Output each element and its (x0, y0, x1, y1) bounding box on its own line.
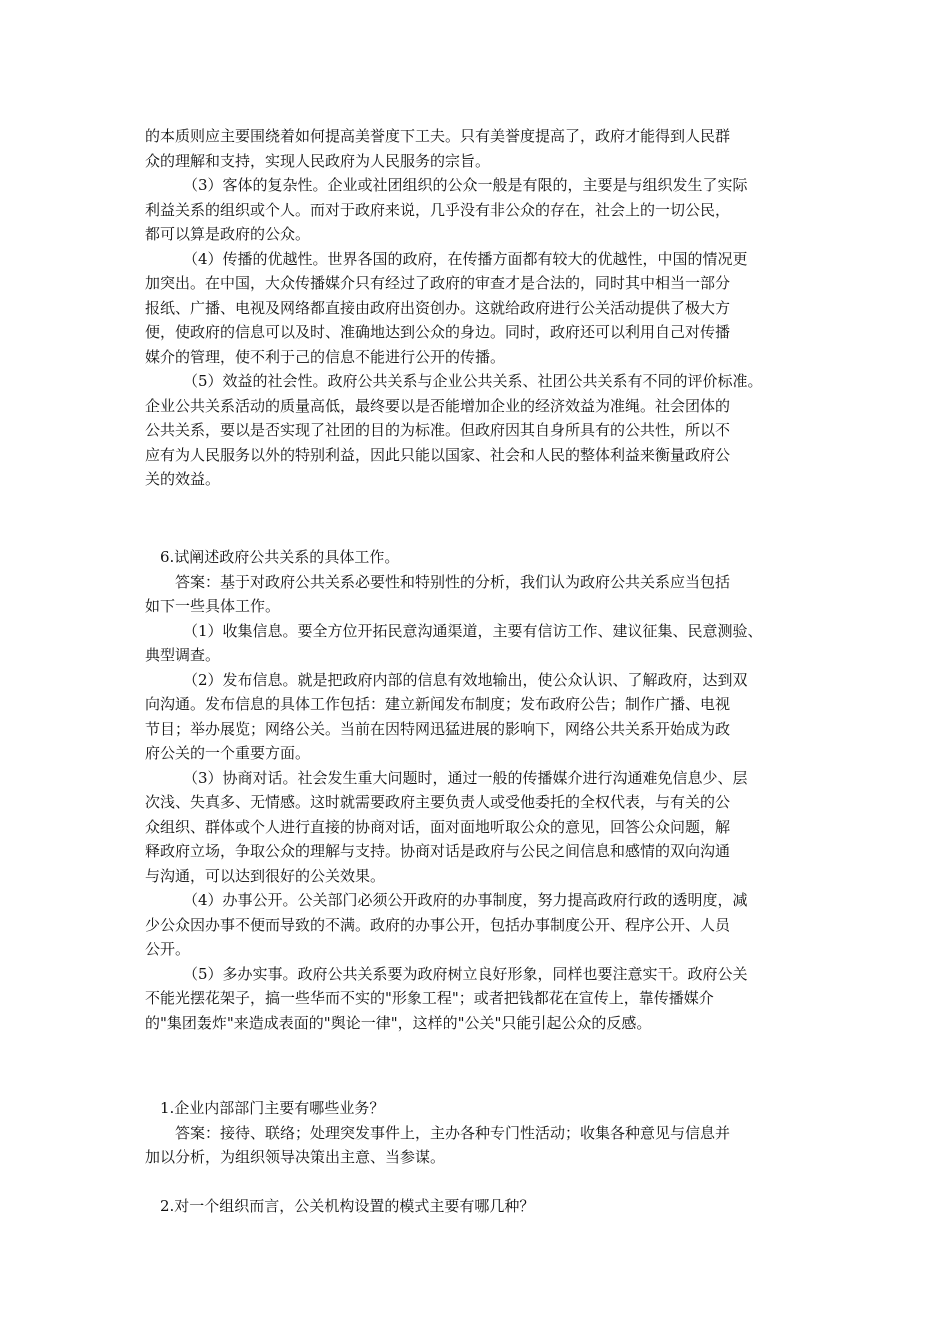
section-characteristics (145, 124, 813, 492)
section-question-1 (145, 1096, 813, 1170)
answer-line: 答案：接待、联络；处理突发事件上，主办各种专门性活动；收集各种意见与信息并 (175, 1123, 731, 1142)
paragraph-line: 关的效益。 (145, 470, 221, 488)
question-heading: 2.对一个组织而言，公关机构设置的模式主要有哪几种？ (160, 1197, 535, 1215)
paragraph-line: （2）发布信息。就是把政府内部的信息有效地输出，使公众认识、了解政府，达到双 (183, 670, 748, 689)
paragraph-line: 的本质则应主要围绕着如何提高美誉度下工夫。只有美誉度提高了，政府才能得到人民群 (145, 127, 731, 145)
paragraph-line: 便，使政府的信息可以及时、准确地达到公众的身边。同时，政府还可以利用自己对传播 (145, 323, 731, 341)
paragraph-line: （4）办事公开。公关部门必须公开政府的办事制度，努力提高政府行政的透明度，减 (183, 891, 748, 909)
paragraph-line: 众组织、群体或个人进行直接的协商对话，面对面地听取公众的意见，回答公众问题，解 (145, 817, 731, 836)
paragraph-line: 众的理解和支持，实现人民政府为人民服务的宗旨。 (145, 151, 491, 170)
question-heading: 1.企业内部部门主要有哪些业务？ (160, 1099, 385, 1117)
paragraph-line: 次浅、失真多、无情感。这时就需要政府主要负责人或受他委托的全权代表，与有关的公 (145, 793, 731, 811)
answer-line: 答案：基于对政府公共关系必要性和特别性的分析，我们认为政府公共关系应当包括 (175, 572, 731, 591)
paragraph-line: 公开。 (145, 940, 191, 958)
answer-line: 如下一些具体工作。 (145, 597, 281, 615)
paragraph-line: 府公关的一个重要方面。 (145, 744, 311, 762)
paragraph-line: 少公众因办事不便而导致的不满。政府的办事公开，包括办事制度公开、程序公开、人员 (145, 915, 731, 934)
paragraph-line: 与沟通，可以达到很好的公关效果。 (145, 866, 386, 885)
paragraph-line: 企业公共关系活动的质量高低，最终要以是否能增加企业的经济效益为准绳。社会团体的 (145, 396, 731, 415)
paragraph-line: 加突出。在中国，大众传播媒介只有经过了政府的审查才是合法的，同时其中相当一部分 (145, 274, 731, 292)
paragraph-line: （5）多办实事。政府公共关系要为政府树立良好形象，同样也要注意实干。政府公关 (183, 964, 748, 983)
paragraph-line: 向沟通。发布信息的具体工作包括：建立新闻发布制度；发布政府公告；制作广播、电视 (145, 695, 731, 713)
paragraph-line: （3）协商对话。社会发生重大问题时，通过一般的传播媒介进行沟通难免信息少、层 (183, 768, 748, 787)
paragraph-line: 利益关系的组织或个人。而对于政府来说，几乎没有非公众的存在，社会上的一切公民， (145, 200, 731, 219)
paragraph-line: （3）客体的复杂性。企业或社团组织的公众一般是有限的，主要是与组织发生了实际 (183, 176, 748, 194)
paragraph-line: 节目；举办展览；网络公关。当前在因特网迅猛进展的影响下，网络公共关系开始成为政 (145, 719, 731, 738)
paragraph-line: （4）传播的优越性。世界各国的政府，在传播方面都有较大的优越性，中国的情况更 (183, 249, 748, 268)
paragraph-line: 报纸、广播、电视及网络都直接由政府出资创办。这就给政府进行公关活动提供了极大方 (145, 298, 731, 317)
section-question-2 (145, 1194, 813, 1219)
paragraph-line: 公共关系，要以是否实现了社团的目的为标准。但政府因其自身所具有的公共性，所以不 (145, 421, 731, 439)
paragraph-line: （5）效益的社会性。政府公共关系与企业公共关系、社团公共关系有不同的评价标准。 (183, 372, 763, 390)
paragraph-line: 典型调查。 (145, 646, 221, 664)
section-question-6 (145, 545, 813, 1035)
paragraph-line: 媒介的管理，使不利于己的信息不能进行公开的传播。 (145, 347, 506, 366)
paragraph-line: 应有为人民服务以外的特别利益，因此只能以国家、社会和人民的整体利益来衡量政府公 (145, 445, 731, 464)
answer-line: 加以分析，为组织领导决策出主意、当参谋。 (145, 1148, 446, 1166)
paragraph-line: 不能光摆花架子，搞一些华而不实的"形象工程"；或者把钱都花在宣传上，靠传播媒介 (145, 989, 714, 1007)
paragraph-line: 释政府立场，争取公众的理解与支持。协商对话是政府与公民之间信息和感情的双向沟通 (145, 842, 731, 860)
question-heading: 6.试阐述政府公共关系的具体工作。 (160, 548, 400, 566)
paragraph-line: 都可以算是政府的公众。 (145, 225, 311, 243)
paragraph-line: （1）收集信息。要全方位开拓民意沟通渠道，主要有信访工作、建议征集、民意测验、 (183, 621, 763, 640)
paragraph-line: 的"集团轰炸"来造成表面的"舆论一律"，这样的"公关"只能引起公众的反感。 (145, 1013, 652, 1032)
